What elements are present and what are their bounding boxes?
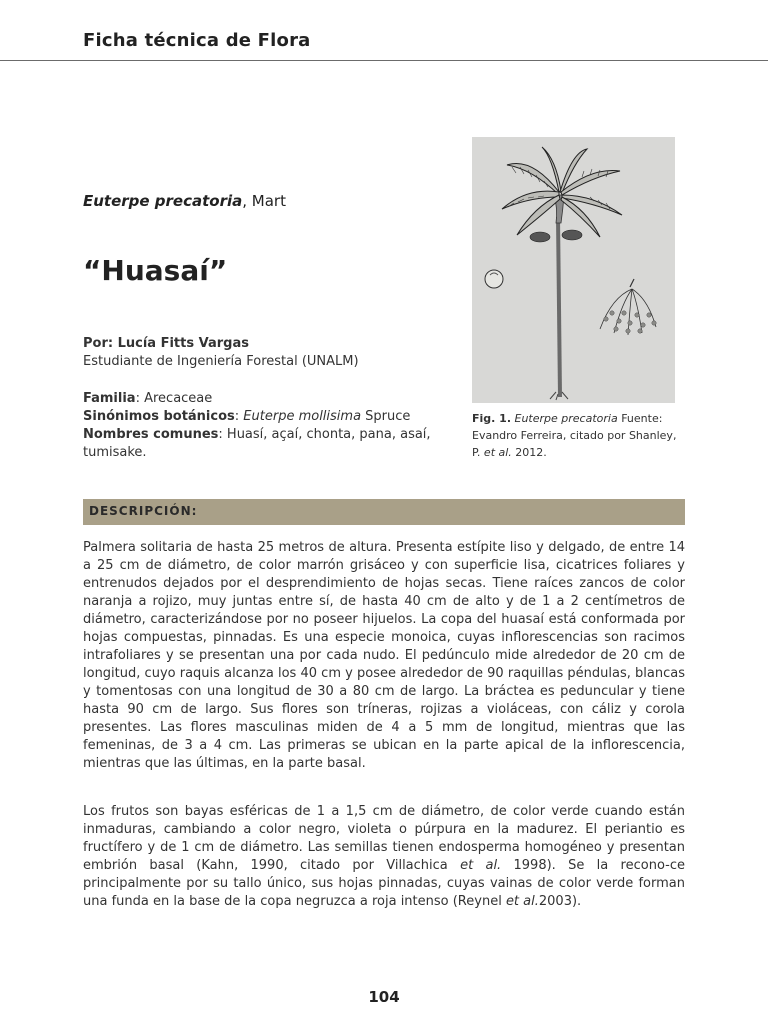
- description-section-header: [83, 499, 685, 525]
- nombres-label: Nombres comunes: [83, 427, 219, 442]
- by-label: Por: [83, 336, 108, 351]
- p2-part-b: 1998). Se la recono-ce principalmente por su tallo único, sus hojas pinnadas, cuyas vainas de color verde forman una funda en la base de la copa negruzca a roja intenso (Reynel: [83, 858, 685, 909]
- figure-etal: et al.: [483, 446, 512, 459]
- figure-caption: [472, 410, 677, 461]
- figure-year: 2012.: [511, 446, 547, 459]
- familia-value: : Arecaceae: [135, 391, 213, 406]
- familia-label: Familia: [83, 391, 136, 406]
- species-heading: [83, 192, 286, 210]
- p2-part-c: 2003).: [538, 894, 582, 909]
- description-paragraph-1: Palmera solitaria de hasta 25 metros de altura. Presenta estípite liso y delgado, de entre 14 a 25 cm de diámetro, de color marrón grisáceo y con superficie lisa, cicatrices foliares y entrenudos dejados por el desprendimiento de hojas secas. Tiene raíces zancos de color naranja a rojizo, muy juntas entre sí, de hasta 40 cm de alto y de 1 a 2 centímetros de diámetro, caracterizándose por no poseer hijuelos. La copa del huasaí está conformada por hojas compuestas, pinnadas. Es una especie monoica, cuyas inflorescencias son racimos intrafoliares y se presentan una por cada nudo. El pedúnculo mide alrededor de 20 cm de longitud, cuyo raquis alcanza los 40 cm y posee alrededor de 90 raquillas péndulas, blancas y tomentosas con una longitud de 30 a 80 cm de largo. La bráctea es peduncular y tiene hasta 90 cm de largo. Sus flores son tríneras, rojizas a violáceas, con cáliz y corola presentes. Las flores masculinas miden de 4 a 5 mm de longitud, mientras que las femeninas, de 3 a 4 cm. Las primeras se ubican en la parte apical de la inflorescencia, mientras que las últimas, en la parte basal.: [83, 540, 685, 771]
- species-author: , Mart: [242, 192, 286, 210]
- section-title: DESCRIPCIÓN:: [89, 504, 198, 518]
- author-affiliation: Estudiante de Ingeniería Forestal (UNALM): [83, 354, 359, 369]
- common-name-title: “Huasaí”: [83, 254, 228, 287]
- figure-label: Fig. 1.: [472, 412, 511, 425]
- figure-species: Euterpe precatoria: [514, 412, 618, 425]
- familia-line: [83, 390, 443, 408]
- nombres-line: [83, 426, 443, 462]
- page-number: 104: [368, 988, 400, 1006]
- description-paragraph-2: [83, 803, 685, 911]
- scientific-name: Euterpe precatoria: [83, 192, 243, 210]
- author-block: [83, 335, 359, 371]
- header-divider: [0, 60, 768, 61]
- nombres-value: : Huasí, açaí, chonta, pana, asaí, tumisake.: [83, 427, 431, 460]
- author-name: : Lucía Fitts Vargas: [107, 336, 249, 351]
- sinonimos-rest: Spruce: [361, 409, 411, 424]
- header-title: Ficha técnica de Flora: [83, 30, 311, 51]
- p2-etal-2: et al.: [505, 894, 539, 909]
- taxonomy-block: [83, 390, 443, 462]
- p2-part-a: Los frutos son bayas esféricas de 1 a 1,5 cm de diámetro, de color verde cuando están inmaduras, cambiando a color negro, violeta o púrpura en la madurez. El periantio es fructífero y de 1 cm de diámetro. Las semillas tienen endosperma homogéneo y presentan embrión basal (Kahn, 1990, citado por Villachica: [83, 804, 685, 873]
- figure-source: Fuente: Evandro Ferreira, citado por Shanley, P.: [472, 412, 677, 459]
- sinonimos-line: [83, 408, 443, 426]
- palm-illustration: [472, 137, 675, 403]
- sinonimos-sep: :: [234, 409, 244, 424]
- sinonimos-italic: Euterpe mollisima: [243, 409, 362, 424]
- palm-drawing: [472, 137, 675, 403]
- p2-etal-1: et al.: [460, 858, 502, 873]
- sinonimos-label: Sinónimos botánicos: [83, 409, 235, 424]
